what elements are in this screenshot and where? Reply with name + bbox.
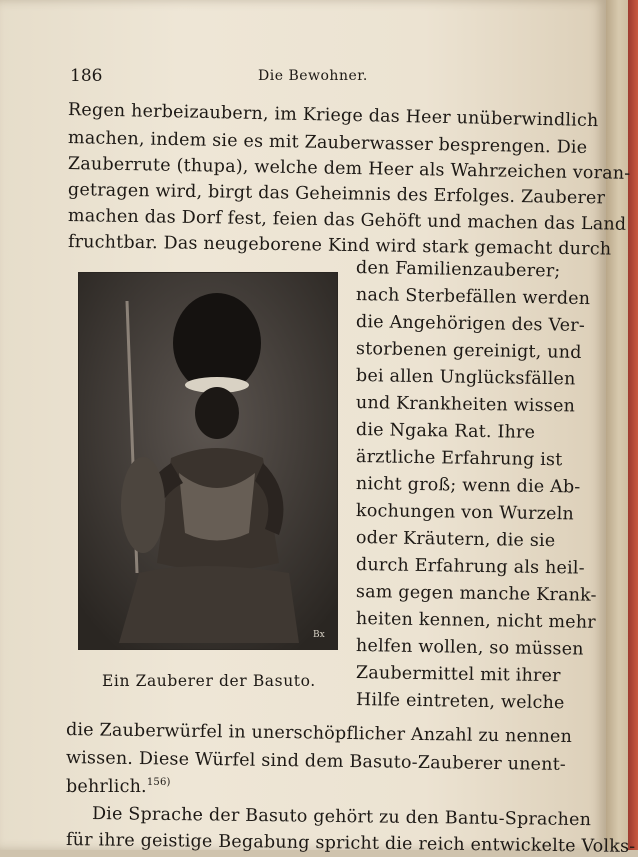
text-line: nach Sterbefällen werden: [355, 285, 591, 310]
text-line: nicht groß; wenn die Ab-: [355, 474, 581, 498]
text-line: storbenen gereinigt, und: [355, 339, 582, 363]
sorcerer-photograph: [78, 272, 338, 650]
text-line-content: behrlich.: [66, 776, 147, 797]
text-line: heiten kennen, nicht mehr: [355, 609, 596, 633]
text-line: die Ngaka Rat. Ihre: [355, 420, 536, 443]
text-line: Zauberrute (thupa), welche dem Heer als Wahrzeichen voran-: [67, 154, 631, 184]
text-line: oder Kräutern, die sie: [355, 528, 556, 552]
running-head: Die Bewohner.: [258, 68, 368, 84]
figure-caption: Ein Zauberer der Basuto.: [102, 672, 316, 690]
text-line: durch Erfahrung als heil-: [355, 555, 585, 579]
text-line: fruchtbar. Das neugeborene Kind wird stark gemacht durch: [67, 232, 612, 260]
book-cover-edge: [628, 0, 638, 850]
page-header: [70, 66, 530, 92]
text-line: sam gegen manche Krank-: [355, 582, 597, 606]
footnote-ref: 156): [146, 777, 171, 788]
text-line: [66, 778, 171, 796]
photo-mark: Bx: [313, 630, 325, 640]
text-line: Zaubermittel mit ihrer: [355, 663, 561, 687]
text-line: machen das Dorf fest, feien das Gehöft und machen das Land: [67, 206, 627, 235]
text-line: und Krankheiten wissen: [355, 393, 576, 417]
text-line: kochungen von Wurzeln: [355, 501, 575, 525]
text-line: Hilfe eintreten, welche: [355, 690, 565, 714]
page-number: 186: [70, 66, 103, 86]
text-line: die Zauberwürfel in unerschöpflicher Anzahl zu nennen: [65, 720, 573, 748]
text-line: den Familienzauberer;: [355, 258, 561, 282]
text-line: für ihre geistige Begabung spricht die reich entwickelte Volks-: [65, 830, 636, 857]
text-line: die Angehörigen des Ver-: [355, 312, 586, 336]
text-line: ärztliche Erfahrung ist: [355, 447, 563, 471]
text-line: helfen wollen, so müssen: [355, 636, 584, 660]
sorcerer-figure-image: [79, 273, 337, 649]
text-line: Die Sprache der Basuto gehört zu den Bantu-Sprachen: [91, 804, 592, 831]
text-line: machen, indem sie es mit Zauberwasser besprengen. Die: [67, 128, 588, 158]
text-line: getragen wird, birgt das Geheimnis des Erfolges. Zauberer: [67, 180, 606, 209]
text-line: bei allen Unglücksfällen: [355, 366, 576, 390]
text-line: Regen herbeizaubern, im Kriege das Heer unüberwindlich: [67, 100, 599, 132]
text-line: wissen. Diese Würfel sind dem Basuto-Zauberer unent-: [65, 748, 567, 775]
